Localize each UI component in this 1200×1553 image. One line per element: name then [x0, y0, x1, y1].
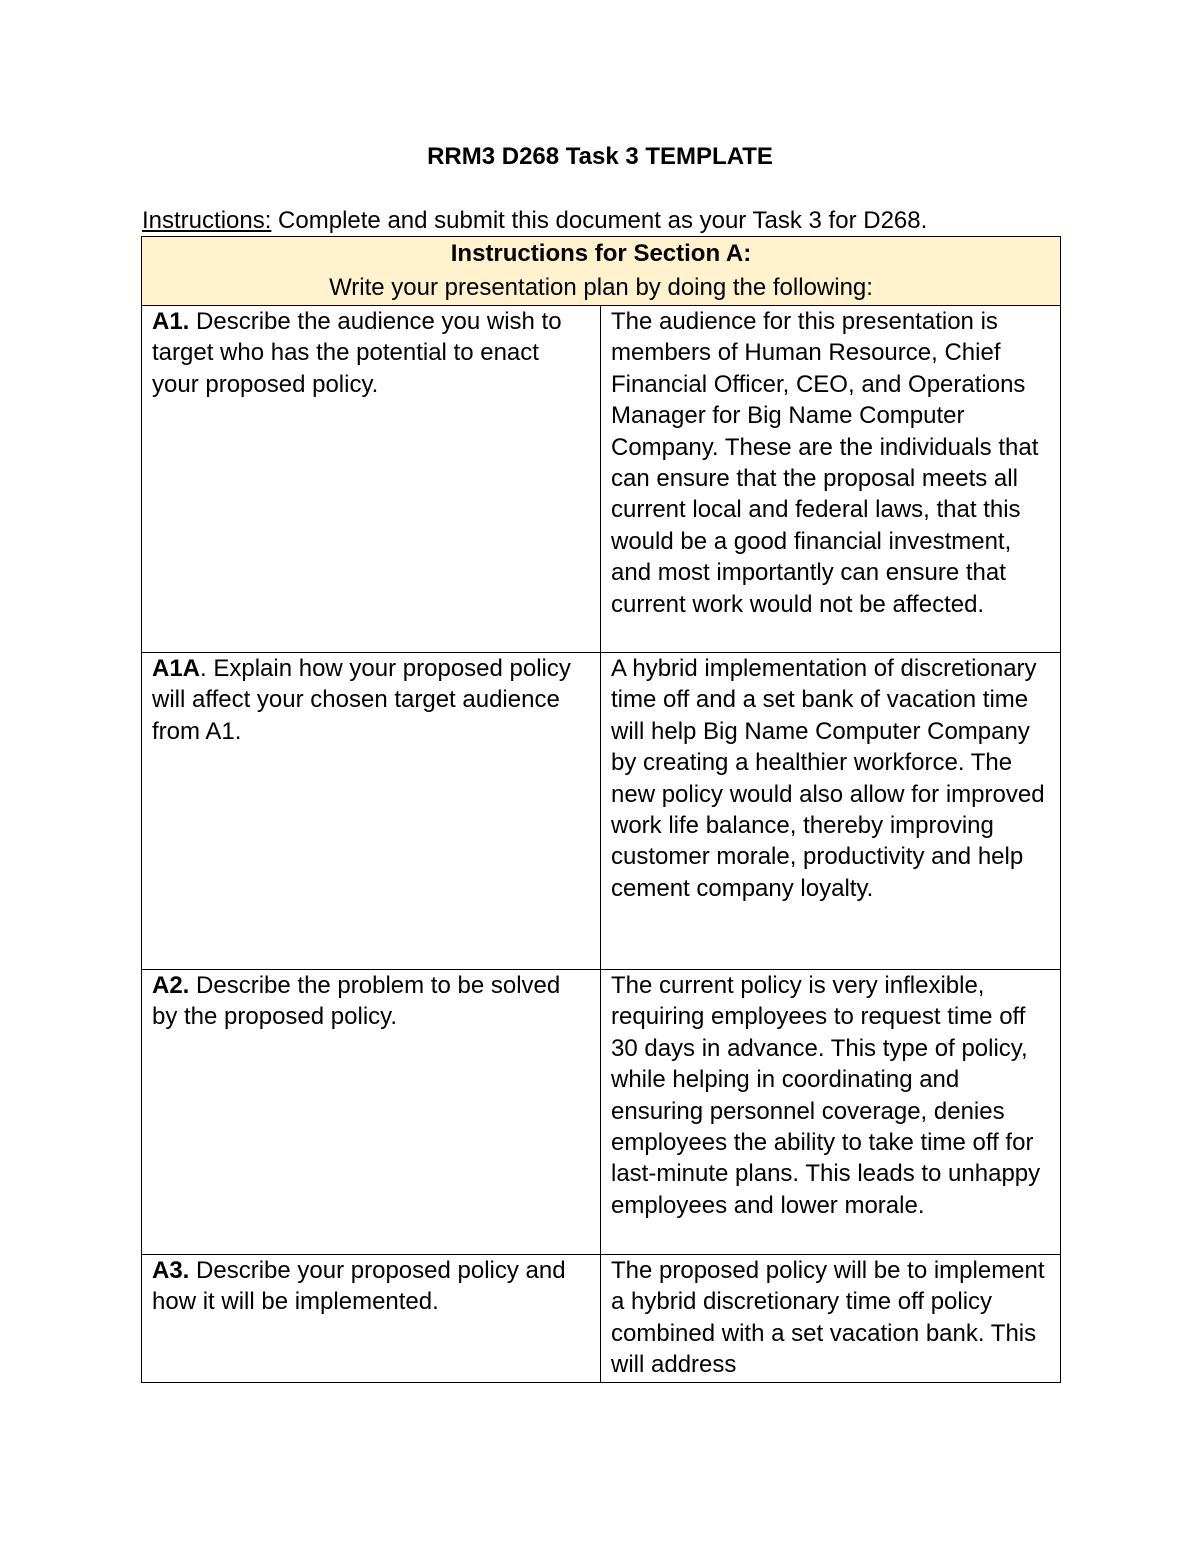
response-cell-a1a: A hybrid implementation of discretionary time off and a set bank of vacation time will help Big Name Computer Company by creating a healthier workforce. The new policy would also allow for improved work life balance, thereby improving customer morale, productivity and help cement company loyalty.	[601, 653, 1061, 970]
prompt-id: A1A	[152, 655, 201, 682]
table-row	[142, 306, 1061, 653]
instructions-label: Instructions:	[142, 207, 272, 234]
table-row	[142, 1255, 1061, 1383]
prompt-id: A1.	[152, 308, 190, 335]
response-cell-a2: The current policy is very inflexible, requiring employees to request time off 30 days in advance. This type of policy, while helping in coordinating and ensuring personnel coverage, denies employees the ability to take time off for last-minute plans. This leads to unhappy employees and lower morale.	[601, 970, 1061, 1255]
prompt-cell-a3	[142, 1255, 601, 1383]
section-a-header	[142, 237, 1061, 306]
response-cell-a1: The audience for this presentation is members of Human Resource, Chief Financial Officer, CEO, and Operations Manager for Big Name Computer Company. These are the individuals that can ensure that the proposal meets all current local and federal laws, that this would be a good financial investment, and most importantly can ensure that current work would not be affected.	[601, 306, 1061, 653]
prompt-id: A2.	[152, 972, 190, 999]
instructions-line	[142, 205, 927, 237]
section-a-table	[141, 236, 1061, 1383]
prompt-text: . Explain how your proposed policy will affect your chosen target audience from A1.	[152, 655, 571, 745]
prompt-text: Describe the audience you wish to target who has the potential to enact your proposed policy.	[152, 308, 562, 398]
response-cell-a3: The proposed policy will be to implement a hybrid discretionary time off policy combined with a set vacation bank. This will address	[601, 1255, 1061, 1383]
table-row	[142, 970, 1061, 1255]
page-title: RRM3 D268 Task 3 TEMPLATE	[427, 143, 773, 170]
prompt-id: A3.	[152, 1257, 190, 1284]
prompt-cell-a1a	[142, 653, 601, 970]
prompt-cell-a2	[142, 970, 601, 1255]
table-row	[142, 653, 1061, 970]
section-a-header-subtitle: Write your presentation plan by doing the following:	[329, 274, 873, 301]
section-a-header-row	[142, 237, 1061, 306]
prompt-text: Describe the problem to be solved by the proposed policy.	[152, 972, 561, 1031]
instructions-text: Complete and submit this document as your Task 3 for D268.	[271, 207, 928, 234]
prompt-cell-a1	[142, 306, 601, 653]
prompt-text: Describe your proposed policy and how it will be implemented.	[152, 1257, 566, 1316]
section-a-header-title: Instructions for Section A:	[450, 240, 752, 267]
